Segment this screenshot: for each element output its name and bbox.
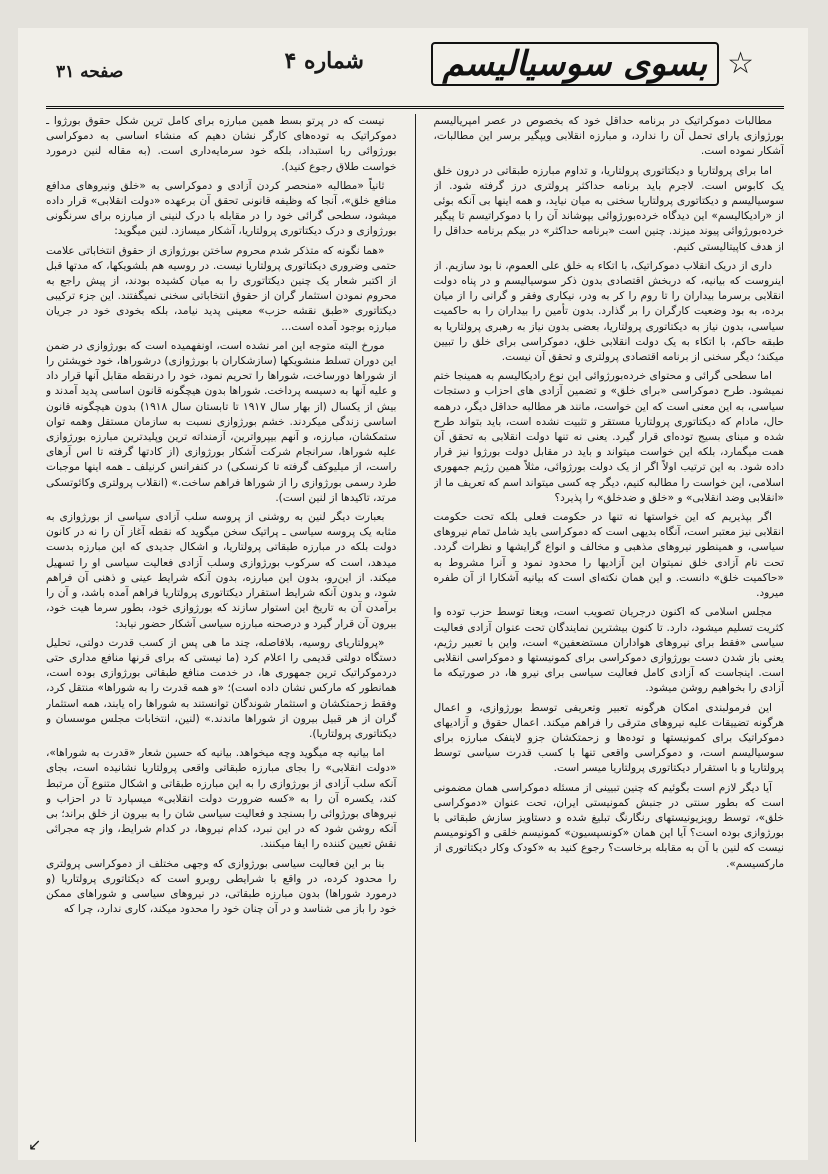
paragraph: اما برای پرولتاریا و دیکتاتوری پرولتاریا، و تداوم مبارزه طبقاتی در درون خلق یک کابوس است. لاجرم باید برنامه حداکثر پرولتری درز گرفته شود. از سوسیالیسم و دیکتاتوری پرولتاریا سخنی به میان نیاید، و همه اینها بی آنکه بوئی از «رادیکالیسم» این دیدگاه خرده‌بورژوائی بپوشاند آن را با دموکراتیسم تا پیگیر خرده‌بورژوائی پیوند میزند. چنین است «برنامه حداکثر» در بیکم برنامه حداقل را از هدف کاپیتالیستی کنیم. — [433, 164, 784, 253]
quote-paragraph: مورخ البته متوجه این امر نشده است، اونفهمیده است که بورژوازی در ضمن این دوران تسلط منشویکها (سازشکاران با بورژوازی) درشوراها، خود خویشتن را از شوراها دورساخت، شوراها را تحریم نمود، خود را درنقطه مقابل آنها قرار داد و علیه آنها به دسیسه پرداخت. شوراها بدون هیچگونه قانون اساسی پدید آمدند و بیش از یکسال (از بهار سال ۱۹۱۷ تا تابستان سال ۱۹۱۸) بدون هیچگونه قانون اساسی زندگی میکردند. خشم بورژوازی نسبت به سازمان مستقل وهمه توان ستمکشان، مبارزه، و آنهم بیپرواترین، آزمنداته ترین وپلیدترین مبارزه بورژوازی علیه شوراها، سرانجام شرکت آشکار بورژوازی (از کادتها گرفته تا اس آرهای راست، از میلیوکف گرفته تا کرنسکی) در کنفرانس کرنیلف ـ همه اینها موجبات طرد رسمی بورژوازی را از شوراها فراهم ساخت.» (انقلاب پرولتری وکائوتسکی مرتد، تاکیدها از لنین است). — [46, 339, 397, 504]
masthead — [431, 40, 754, 88]
quote-paragraph: «هما نگونه که متذکر شدم محروم ساختن بورژوازی از حقوق انتخاباتی علامت حتمی وضروری دیکتاتوری پرولتاریا نیست. در روسیه هم بلشویکها، که مدتها قبل از اکتبر شعار یک چنین دیکتاتوری را به میان کشیده بودند، از پیش راجع به محروم نمودن استثمار گران از حقوق انتخاباتی سخنی نمیگفتند. این جزء ترکیبی دیکتاتوری «طبق نقشه حزب» معینی پدید نیامد، بلکه بخودی خود در جریان مبارزه بوجود آمده است... — [46, 244, 397, 333]
paragraph: این فرمولبندی امکان هرگونه تعبیر وتعریفی توسط بورژوازی، و اعمال هرگونه تضییقات علیه نیروهای مترقی را فراهم میکند. اعمال حقوق و آزادیهای دموکراتیک برای کمونیستها و توده‌ها و زحمتکشان جزو لاینفک مبارزه برای سوسیالیسم است، و دموکراسی واقعی تنها با کسب قدرت سیاسی توسط پرولتاریا و با استقرار دیکتاتوری پرولتاریا میسر است. — [433, 701, 784, 775]
star-icon: ☆ — [727, 46, 754, 81]
paragraph: نیست که در پرتو بسط همین مبارزه برای کامل ترین شکل حقوق بورژوا ـ دموکراتیک به توده‌های کارگر نشان دهیم که منشاء اساسی به دموکراسی بورژوائی ربا استبداد، بلکه خود سرمایه‌داری است. (به مقاله لنین درمورد خواست طلاق رجوع کنید). — [46, 115, 397, 173]
column-divider — [415, 114, 416, 1142]
paragraph: داری از دریک انقلاب دموکراتیک، با اتکاء به خلق علی العموم، نا بود سازیم. از اینروست که بیانیه، که دربخش اقتصادی بدون ذکر سوسیالیسم و در پناه دولت انقلابی برسرما بیداران را تا روم را کر به ودر، نیکاری وفقر و گرانی را از میان برده، به بود وضعیت کارگران را بر گذارد. بدون تأمین را بیداران را به حاکمیت سیاسی، بدون نیاز به دیکتاتوری پرولتاریا، بعضی بدون نیاز به رهبری پرولتاریا به طبقه حاکم، با اتکاء به یک دولت انقلابی خلق، دموکراسی برای خلق را تبیین میکند؛ دیگر سخنی از برنامه اقتصادی پرولتری و تحقق آن نیست. — [433, 259, 784, 364]
header-divider — [46, 106, 784, 109]
continue-arrow-icon: ↙ — [28, 1135, 42, 1154]
quote-paragraph: «پرولتاریای روسیه، بلافاصله، چند ما هی پس از کسب قدرت دولتی، تحلیل دستگاه دولتی قدیمی را اعلام کرد (ما نیستی که برای قرنها منافع مداری حتی دردموکراتیک ترین جمهوری ها، در خدمت منافع طبقاتی بورژوازی بوده است، همانطور که مارکس نشان داده است)؛ «و همه قدرت را به شوراها» منتقل کرد، وفقط زحمتکشان و استثمار شوندگان توانستند به شوراها راه یابند، همه استثمار گران از هر قبیل بیرون از شوراها ماندند.» (لنین، انتخابات مجلس موسسان و دیکتاتوری پرولتاریا). — [46, 636, 397, 740]
masthead-title: بسوی سوسیالیسم — [431, 42, 720, 86]
issue-number: شماره ۴ — [284, 48, 364, 74]
left-column — [46, 114, 397, 1142]
article-columns — [46, 114, 784, 1142]
paragraph: آیا دیگر لازم است بگوئیم که چنین تبیینی از مسئله دموکراسی همان مضمونی است که بطور سنتی در جنبش کمونیستی ایران، تحت عنوان «دموکراسی خلق»، توسط رویزیونیستهای رنگارنگ تبلیغ شده و دستاویز سازش طبقاتی با بورژوازی بوده است؟ آیا این همان «کونسپسیون» کمونیسم خلقی و اکونومیسم نیست که لنین با آن به مقابله برخاست؟ رجوع کنید به «کودک وکار دیکتاتوری از مارکسیسم». — [433, 781, 784, 870]
paragraph: اگر بپذیریم که این خواستها نه تنها در حکومت فعلی بلکه تحت حکومت انقلابی نیز معتبر است، آنگاه بدیهی است که دموکراسی باید شامل تمام نیروهای سیاسی، و همینطور نیروهای مذهبی و مخالف و انواع گرایشها و نظرات گردد. تحت نام آزادی خلق نمیتوان این آزادیها را محدود نمود و آنرا مشروط به «حاکمیت خلق» دانست. و این همان نکته‌ای است که بیانیه آشکارا از آن طفره میرود. — [433, 511, 784, 600]
newspaper-page — [18, 28, 808, 1160]
paragraph: بنا بر این فعالیت سیاسی بورژوازی که وجهی مختلف از دموکراسی پرولتری را محدود کرده، در واقع با شرایطی روبرو است که دیکتاتوری پرولتاریا (و درمورد شوراها) بدون مبارزه طبقاتی، در نیروهای سیاسی و شوراهای ممکن خود را باز می شناسد و در آن چنان خود را محدود میکند، کاری ندارد، چرا که — [46, 857, 397, 916]
page-header — [46, 38, 784, 98]
paragraph: بعبارت دیگر لنین به روشنی از پروسه سلب آزادی سیاسی از بورژوازی به مثابه یک پروسه سیاسی ـ پراتیک سخن میگوید که نقطه آغاز آن را نه در کانون دولت بلکه در مبارزه طبقاتی پرولتاریا، و اشکال جدیدی که این مبارزه بدست میدهد، است که سرکوب بورژوازی وسلب آزادی فعالیت سیاسی او را تسهیل میکند. از این‌رو، بدون این مبارزه، بدون آنکه شرایط عینی و ذهنی آن فراهم شود، و بدون آنکه شرایط استقرار دیکتاتوری پرولتاریا فراهم آمده باشد، و آن را برآمدن آن به تاریخ این استوار سازند که بورژوازی خود، بطور سرما هیت خود، بیرون آن قرار گیرد و درصحنه مبارزه سیاسی آشکار حضور نیابد: — [46, 511, 397, 630]
paragraph: مطالبات دموکراتیک در برنامه حداقل خود که بخصوص در عصر امپریالیسم بورژوازی یارای تحمل آن را ندارد، و مبارزه انقلابی ویپگیر برسر این مطالبات، آشکار نموده است. — [433, 115, 784, 158]
paragraph: اما سطحی گرائی و محتوای خرده‌بورژوائی این نوع رادیکالیسم به همینجا ختم نمیشود. طرح دموکراسی «برای خلق» و تضمین آزادی های احزاب و دستجات سیاسی، به این معنی است که این خواست، مانند هر مطالبه حداقل دیگر، درهمه حال، مادام که دیکتاتوری پرولتاریا مستقر و تثبیت نشده است، باید بتواند طرح شده و مبنای بسیج توده‌ای قرار گیرد. یعنی نه تنها دولت انقلابی به تحقق آن همت میگمارد، بلکه این خواست میتواند و باید در مقابل دولت بورژوا نیز قرار داده شود. به این ترتیب اولاً اگر از یک دولت بورژوائی، مثلاً همین رژیم جمهوری اسلامی، این خواست را مطالبه کنیم، دیگر چه کسی میتواند اسم که تعریف ما از «انقلابی وضد انقلابی» و «خلق و ضدخلق» را پذیرد؟ — [433, 370, 784, 504]
paragraph: ثانیاً «مطالبه «منحصر کردن آزادی و دموکراسی به «خلق ونیروهای مدافع منافع خلق»، آنجا که وظیفه قانونی تحقق آن برعهده «دولت انقلابی» قرار داده میشود، سطحی گرائی خود را در مقابله با درک لنینی از مبارزه برای سرنگونی بورژوازی و درک دیکتاتوری پرولتاریا، آشکار میسازد. لنین میگوید: — [46, 179, 397, 238]
right-column — [434, 114, 785, 1142]
page-number: صفحه ۳۱ — [56, 62, 124, 82]
paragraph: مجلس اسلامی که اکنون درجریان تصویب است، ویعنا توسط حزب توده وا کثریت تسلیم میشود، دارد. تا کنون بیشترین نمایندگان تحت عنوان آزادی فعالیت سیاسی «فقط برای نیروهای هواداران مستضعفین» است، واین با تعبیر رژیم، یعنی باز شدن دست بورژوازی دموکراسی برای کمونیستها و دموکراسی انقلابی است. اینجاست که آزادی کامل فعالیت سیاسی برای نیرو ها، در صورتیکه ما آزادی را بخواهیم روشن میشود. — [433, 606, 784, 695]
paragraph: اما بیانیه چه میگوید وچه میخواهد. بیانیه که حسین شعار «قدرت به شوراها»، «دولت انقلابی» را بجای مبارزه طبقاتی واقعی پرولتاریا نشانیده است، بجای آنکه سلب آزادی از بورژوازی را به این مبارزه طبقاتی و اشکال متنوع آن مرتبط کند، یکسره آن را به «کسه ضرورت دولت انقلابی» میسپارد تا در احزاب و نیروهای بورژوائی را بسنجد و فعالیت سیاسی شان را به بیرون از خلق براند؛ بی آنکه روشن شود که در این نبرد، کدام نیروها، در کدام شرایط، واز چه مجرائی نقش تعیین کننده را ایفا میکنند. — [46, 747, 397, 851]
